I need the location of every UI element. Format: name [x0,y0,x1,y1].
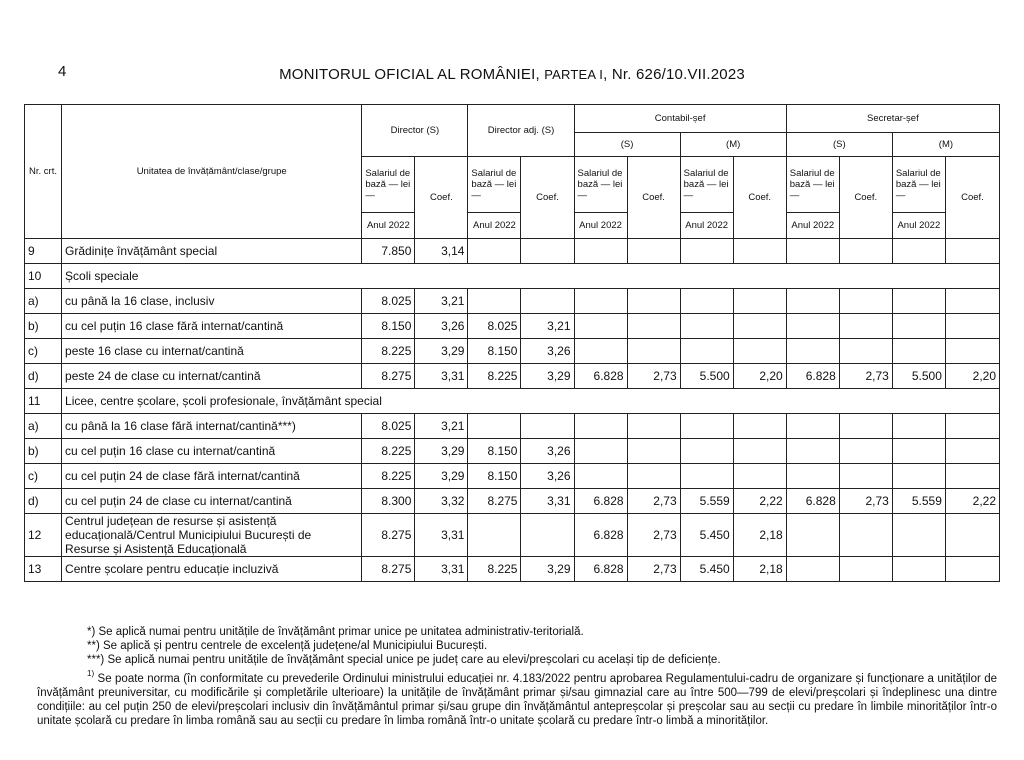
table-row [25,414,1000,439]
salary-cell [680,414,733,439]
table-row [25,239,1000,264]
salary-cell [468,239,521,264]
salary-cell [786,289,839,314]
contabil-s-header: (S) [574,133,680,157]
salary-cell [468,289,521,314]
coef-cell: 2,73 [839,364,892,389]
coef-cell [627,339,680,364]
coef-cell: 3,26 [521,439,574,464]
salary-cell: 5.559 [680,489,733,514]
salary-cell: 8.225 [362,464,415,489]
row-number: a) [25,289,62,314]
col-nr-header: Nr. crt. [25,105,62,239]
coef-cell: 2,18 [733,514,786,557]
row-label: cu cel puțin 16 clase fără internat/cantină [62,314,362,339]
coef-cell [839,557,892,582]
salary-cell [786,414,839,439]
coef-header: Coef. [627,157,680,239]
row-label: cu cel puțin 24 de clase cu internat/cantină [62,489,362,514]
coef-cell [521,289,574,314]
table-section-row [25,264,1000,289]
coef-header: Coef. [839,157,892,239]
coef-cell: 2,73 [839,489,892,514]
coef-cell: 3,26 [521,339,574,364]
coef-cell [839,464,892,489]
salary-cell: 8.150 [362,314,415,339]
coef-cell [945,339,999,364]
salary-cell [892,314,945,339]
coef-cell: 3,14 [415,239,468,264]
coef-cell [627,314,680,339]
salary-cell: 8.275 [468,489,521,514]
header-issue: , Nr. 626/10.VII.2023 [603,66,745,83]
coef-cell: 3,29 [415,464,468,489]
coef-cell [945,289,999,314]
coef-cell [733,339,786,364]
row-number: 10 [25,264,62,289]
coef-cell [945,414,999,439]
salary-cell [892,439,945,464]
coef-cell [839,339,892,364]
salary-cell: 8.225 [468,364,521,389]
year-header: Anul 2022 [574,213,627,239]
coef-header: Coef. [415,157,468,239]
salary-cell: 8.300 [362,489,415,514]
col-director-header: Director (S) [362,105,468,157]
footnote-2: **) Se aplică și pentru centrele de excelență județene/al Municipiului București. [87,640,488,653]
footnote-3: ***) Se aplică numai pentru unitățile de învățământ special unice pe județ care au elevi/preșcolari cu același tip de deficiențe. [87,654,721,667]
salary-cell [680,339,733,364]
salary-cell: 5.500 [892,364,945,389]
coef-cell [627,464,680,489]
salary-cell [892,514,945,557]
coef-cell: 3,31 [521,489,574,514]
row-label: Centre școlare pentru educație incluzivă [62,557,362,582]
row-label: cu cel puțin 16 clase cu internat/cantină [62,439,362,464]
coef-cell [839,514,892,557]
header-part: PARTEA I [544,67,604,82]
coef-cell: 3,32 [415,489,468,514]
salary-cell: 5.559 [892,489,945,514]
salary-cell: 8.150 [468,339,521,364]
col-secretar-header: Secretar-șef [786,105,999,133]
coef-cell: 3,31 [415,514,468,557]
salariu-header: Salariul de bază — lei — [574,157,627,213]
row-number: 12 [25,514,62,557]
salary-cell: 6.828 [574,514,627,557]
table-section-row [25,389,1000,414]
coef-cell [945,557,999,582]
coef-cell [945,314,999,339]
salary-cell [892,464,945,489]
salary-cell [680,314,733,339]
salariu-header: Salariul de bază — lei — [892,157,945,213]
salary-cell [786,439,839,464]
table-row [25,489,1000,514]
salary-cell [680,464,733,489]
coef-cell: 2,73 [627,489,680,514]
salary-table [24,104,1000,582]
salary-cell: 5.500 [680,364,733,389]
coef-cell [945,514,999,557]
footnote-4-mark: 1) [87,669,95,679]
row-number: d) [25,364,62,389]
coef-cell: 2,73 [627,514,680,557]
salary-cell [574,314,627,339]
coef-cell [521,514,574,557]
col-unit-header: Unitatea de învățământ/clase/grupe [62,105,362,239]
coef-cell [733,464,786,489]
table-row [25,339,1000,364]
row-label: cu până la 16 clase, inclusiv [62,289,362,314]
salariu-header: Salariul de bază — lei — [680,157,733,213]
coef-cell [839,439,892,464]
coef-cell [945,439,999,464]
salary-cell [574,239,627,264]
salary-cell: 6.828 [574,364,627,389]
coef-cell [733,414,786,439]
year-header: Anul 2022 [786,213,839,239]
year-header: Anul 2022 [468,213,521,239]
row-label: Licee, centre școlare, școli profesionale, învățământ special [62,389,1000,414]
coef-header: Coef. [945,157,999,239]
secretar-s-header: (S) [786,133,892,157]
row-label: peste 16 clase cu internat/cantină [62,339,362,364]
row-label: Grădinițe învățământ special [62,239,362,264]
salary-cell [786,514,839,557]
coef-cell [627,439,680,464]
salariu-header: Salariul de bază — lei — [786,157,839,213]
salary-cell: 6.828 [574,489,627,514]
header-title: MONITORUL OFICIAL AL ROMÂNIEI, [279,66,545,83]
coef-cell: 2,20 [945,364,999,389]
coef-cell: 3,31 [415,364,468,389]
row-number: 11 [25,389,62,414]
salariu-header: Salariul de bază — lei — [468,157,521,213]
coef-cell: 2,20 [733,364,786,389]
coef-cell [733,289,786,314]
coef-cell: 2,73 [627,364,680,389]
salary-cell [786,339,839,364]
year-header: Anul 2022 [680,213,733,239]
salary-cell: 8.275 [362,364,415,389]
salary-cell: 8.025 [362,289,415,314]
salary-cell [680,439,733,464]
page-number: 4 [58,63,67,80]
table-row [25,464,1000,489]
salary-cell: 5.450 [680,514,733,557]
coef-cell: 2,22 [945,489,999,514]
salary-cell: 8.225 [362,439,415,464]
salariu-header: Salariul de bază — lei — [362,157,415,213]
coef-cell: 3,29 [415,339,468,364]
salary-cell [892,414,945,439]
coef-header: Coef. [521,157,574,239]
row-number: c) [25,464,62,489]
coef-cell [839,314,892,339]
table-row [25,289,1000,314]
coef-cell [627,414,680,439]
coef-cell: 3,21 [415,289,468,314]
salary-cell [574,339,627,364]
table-row [25,557,1000,582]
salary-cell [786,239,839,264]
salary-cell: 8.150 [468,464,521,489]
salary-cell: 8.150 [468,439,521,464]
contabil-m-header: (M) [680,133,786,157]
coef-cell [839,289,892,314]
salary-cell: 8.275 [362,557,415,582]
secretar-m-header: (M) [892,133,999,157]
table-row [25,514,1000,557]
row-number: 9 [25,239,62,264]
salary-cell [468,414,521,439]
coef-cell [733,314,786,339]
footnote-4 [37,668,997,729]
page-header [0,66,1024,83]
salary-cell [680,289,733,314]
coef-cell: 3,26 [521,464,574,489]
coef-cell [521,414,574,439]
table-body [25,239,1000,582]
coef-cell [627,239,680,264]
row-label: cu până la 16 clase fără internat/cantină***) [62,414,362,439]
row-label: Școli speciale [62,264,1000,289]
coef-cell: 2,22 [733,489,786,514]
salary-cell: 6.828 [786,364,839,389]
salary-cell [574,414,627,439]
coef-cell: 2,73 [627,557,680,582]
row-number: a) [25,414,62,439]
coef-cell: 3,31 [415,557,468,582]
table-row [25,439,1000,464]
salary-cell [680,239,733,264]
coef-cell [945,239,999,264]
row-label: Centrul județean de resurse și asistență educațională/Centrul Municipiului București de Resurse și Asistență Educațională [62,514,362,557]
coef-cell: 3,29 [521,557,574,582]
salary-cell [892,339,945,364]
salary-cell: 6.828 [574,557,627,582]
coef-cell: 3,21 [415,414,468,439]
salary-cell [892,557,945,582]
salary-cell [468,514,521,557]
salary-cell [892,289,945,314]
year-header: Anul 2022 [362,213,415,239]
coef-cell: 3,21 [521,314,574,339]
row-number: c) [25,339,62,364]
coef-cell [521,239,574,264]
row-number: b) [25,314,62,339]
coef-cell: 3,29 [415,439,468,464]
salary-cell [786,464,839,489]
salary-cell [574,289,627,314]
salary-cell: 7.850 [362,239,415,264]
salary-cell [786,314,839,339]
salary-cell: 8.275 [362,514,415,557]
row-number: 13 [25,557,62,582]
salary-cell: 8.025 [468,314,521,339]
coef-cell: 3,29 [521,364,574,389]
footnote-1: *) Se aplică numai pentru unitățile de învățământ primar unice pe unitatea administrativ-teritorială. [87,626,584,638]
footnote-4-text: Se poate norma (în conformitate cu prevederile Ordinului ministrului educației nr. 4.183/2022 pentru aprobarea Regulamentului-cadru de organizare și funcționare a unităților de învățământ preuniversitar, cu modificările și completările ulterioare) la unitățile de învățământ primar și/sau gimnazial care au între 500—799 de elevi/preșcolari și îndeplinesc una dintre condițiile: au cel puțin 250 de elevi/preșcolari inclusiv din învățământul primar și/sau grupe din învățământul antepreșcolar și preșcolar sau au secții cu predare în limbile minorităților într-o unitate școlară cu predare în limba română sau au secții cu predare în limba română într-o unitate școlară cu predare într-o limbă a minorităților. [37,672,998,728]
salary-cell: 8.025 [362,414,415,439]
table-row [25,364,1000,389]
col-contabil-header: Contabil-șef [574,105,786,133]
salary-cell [574,439,627,464]
table-row [25,314,1000,339]
coef-cell: 2,18 [733,557,786,582]
coef-cell [733,239,786,264]
footnotes [37,625,997,728]
coef-cell [839,239,892,264]
salary-cell: 8.225 [362,339,415,364]
row-number: d) [25,489,62,514]
salary-cell [892,239,945,264]
coef-cell: 3,26 [415,314,468,339]
row-number: b) [25,439,62,464]
coef-header: Coef. [733,157,786,239]
coef-cell [945,464,999,489]
row-label: peste 24 de clase cu internat/cantină [62,364,362,389]
salary-cell: 6.828 [786,489,839,514]
salary-cell [786,557,839,582]
coef-cell [627,289,680,314]
coef-cell [733,439,786,464]
coef-cell [839,414,892,439]
salary-cell [574,464,627,489]
salary-cell: 5.450 [680,557,733,582]
col-director-adj-header: Director adj. (S) [468,105,574,157]
row-label: cu cel puțin 24 de clase fără internat/cantină [62,464,362,489]
year-header: Anul 2022 [892,213,945,239]
salary-cell: 8.225 [468,557,521,582]
